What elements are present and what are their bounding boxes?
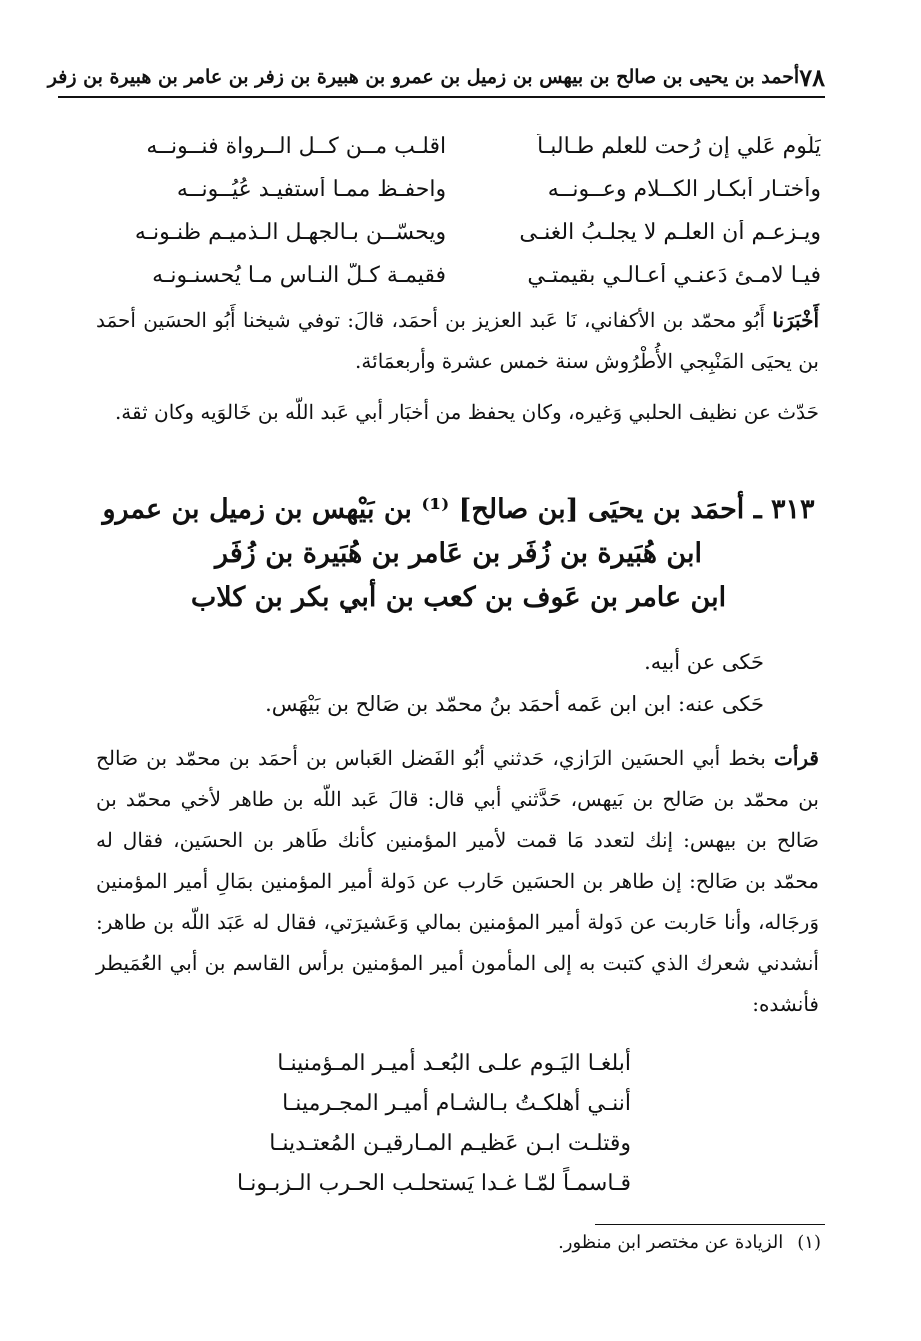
paragraph-narration-note [96,392,819,433]
verse-second-hemistich: اقلـب مــن كــل الــرواة فنــونــه [146,134,447,159]
verse-second-hemistich: ويحسّــن بـالجهـل الـذميـم ظنـونـه [134,220,447,245]
verse-block [100,125,821,297]
paragraph-text: حَدّث عن نظيف الحلبي وَغيره، وكان يحفظ من أخبَار أبي عَبد اللّه بن خَالوَيه وكان ثقة. [114,400,819,424]
verse-row [100,168,821,211]
running-title: أحمد بن يحيى بن صالح بن بيهس بن زميل بن عمرو بن هبيرة بن زفر بن عامر بن هبيرة بن زفر [47,66,800,88]
entry-heading-line: ٣١٣ ـ أحمَد بن يحيَى [بن صالح] ⁽¹⁾ بن بَيْهس بن زميل بن عمرو [102,494,815,525]
paragraph-text: بخط أبي الحسَين الرَازي، حَدثني أبُو الفَضل العَباس بن أحمَد بن محمّد بن صَالح بن محمّد بن صَالح بن بَيهس، حَدَّثني أبي قال: قالَ عَبد اللّه بن طاهر لأخي محمّد بن صَالح بن بيهس: إنك لتعدد مَا قمت لأمير المؤمنين كأنك طَاهر بن الحسَين، فقال له محمّد بن صَالح: إن طاهر بن الحسَين حَارب عن دَولة أمير المؤمنين بمَالِ أمير المؤمنين وَرجَاله، وأنا حَاربت عن دَولة أمير المؤمنين بمالي وَعَشيرَتي، فقال له عَبَد اللّه بن طاهر: أنشدني شعرك الذي كتبت به إلى المأمون أمير المؤمنين برأس القاسم بن أبي العُمَيطر فأنشده: [96,746,820,1016]
paragraph-lead-word: أَخْبَرَنا [772,308,819,332]
footnote-marker: (١) [797,1232,821,1253]
narrated-from-line: حَكى عن أبيه. [644,650,764,674]
poem-block [237,1044,631,1204]
entry-heading-line: ابن هُبَيرة بن زُفَر بن عَامر بن هُبَيرة بن زُفَر [215,538,702,569]
verse-row [100,211,821,254]
footnote-divider [595,1224,825,1225]
paragraph-text: أَبُو محمّد بن الأكفاني، نَا عَبد العزيز بن أحمَد، قالَ: توفي شيخنا أَبُو الحسَين أحمَد بن يحيَى المَنْبِجي الأُطْرُوش سنة خمس عشرة وأربعمَائة. [96,308,819,373]
verse-first-hemistich: فيـا لامـئ دَعنـي أُعـالـي بقيمتـي [527,263,821,288]
poem-line: قـاسمـاً لمّـا غـدا يَستحلـب الحـرب الـزبـونـا [237,1171,631,1196]
paragraph-lead-word: قرأت [774,746,819,770]
verse-row [100,125,821,168]
paragraph-anecdote [96,738,819,1025]
footnote-text: الزيادة عن مختصر ابن منظور. [558,1232,784,1253]
verse-second-hemistich: واحفـظ ممـا أستفيـد عُيُــونــه [176,177,447,202]
page-header [47,58,825,98]
verse-second-hemistich: فقيمـة كـلّ النـاس مـا يُحسنـونـه [152,263,447,288]
footnote [558,1232,821,1253]
entry-heading-line: ابن عامر بن عَوف بن كعب بن أبي بكر بن كلاب [190,582,727,613]
narrated-by-line: حَكى عنه: ابن ابن عَمه أحمَد بنُ محمّد بن صَالح بن بَيْهَس. [265,692,764,716]
paragraph-death-report [96,300,819,382]
verse-first-hemistich: ويـزعـم أن العلـم لا يجلـبُ الغنـى [519,220,821,245]
page-number: ٧٨ [799,62,825,92]
verse-row [100,254,821,297]
verse-first-hemistich: يَلُوم عَلي إن رُحت للعلم طـالبـاً [537,134,821,159]
poem-line: وقتلـت ابـن عَظيـم المـارقيـن المُعتـدينـا [269,1131,631,1156]
verse-first-hemistich: وأختـار أبكـار الكــلام وعــونــه [547,177,821,202]
entry-heading [96,488,821,620]
poem-line: أننـي أهلكـتُ بـالشـام أميـر المجـرمينـا [282,1091,631,1116]
poem-line: أبلغـا اليَـوم علـى البُعـد أميـر المـؤمنينـا [277,1051,631,1076]
